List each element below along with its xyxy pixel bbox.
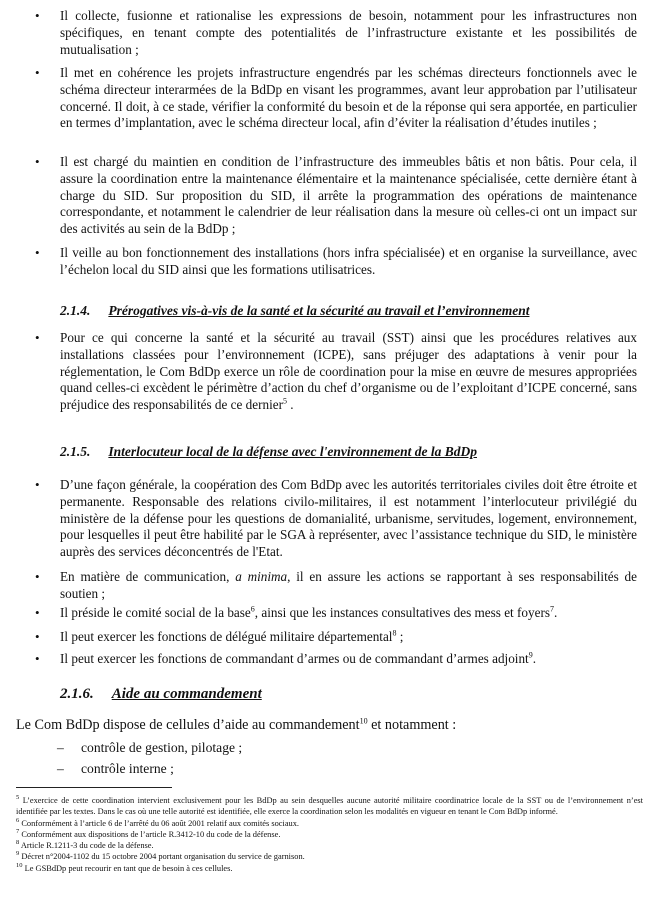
bullet-dot-icon: • [35, 651, 40, 666]
footnote: $^7$ Conformément aux dispositions de l’article R.3412-10 du code de la défense. [16, 828, 281, 839]
section-heading-2-1-5 [60, 444, 477, 460]
footnote-ref: 8 [392, 628, 397, 638]
list-item [35, 569, 638, 603]
section-heading-2-1-4 [60, 303, 529, 319]
bullet-text: Il préside le comité social de la base$^6$, ainsi que les instances consultatives des mess et foyers$^7$. [60, 604, 558, 620]
list-item [35, 8, 637, 58]
footnote: $^9$ Décret n°2004-1102 du 15 octobre 2004 portant organisation du service de garnison. [16, 850, 305, 862]
bullet-text: D’une façon générale, la coopération des Com BdDp avec les autorités territoriales civiles doit être étroite et permanente. Responsable des relations civilo-militaires, il est notamment l’interlocuteur privilégié du ministère de la défense pour les questions de domanialité, urbanisme, servitudes, logement, environnement, pour lesquelles il peut être habilité par le SGA à représenter, avec l’assistance technique du SID, le ministère auprès des services déconcentrés de l'Etat. [60, 477, 637, 560]
bullet-dot-icon: • [35, 65, 40, 80]
bullet-text: Il peut exercer les fonctions de délégué militaire départemental$^8$ ; [60, 628, 404, 644]
section-number: 2.1.6. [60, 686, 94, 702]
list-item: – contrôle interne ; [57, 761, 174, 776]
footnote: $^5$ L’exercice de cette coordination intervient exclusivement pour les BdDp au sein desquelles aucune autorité militaire coordinatrice locale de la SST ou de l’environnement n’est identifiée par les textes. Dans le cas où une telle autorité est identifiée, elle exerce la coordination selon les modalités en vigueur en tenant le Com BdDp informé. [16, 794, 643, 817]
section-number: 2.1.5. [60, 444, 91, 459]
dash-icon: – [57, 740, 64, 755]
bullet-dot-icon: • [35, 629, 40, 644]
list-item [35, 65, 637, 132]
bullet-dot-icon: • [35, 569, 40, 584]
section-title: Interlocuteur local de la défense avec l'environnement de la BdDp [108, 444, 477, 459]
bullet-text: Il met en cohérence les projets infrastructure engendrés par les schémas directeurs fonctionnels avec le schéma directeur interarmées de la BdDp en visant les programmes, avant leur approbation par l’utilisateur concerné. Il doit, à ce stade, vérifier la conformité du besoin et de la réponse qui sera apportée, en particulier en termes d’implantation, avec le schéma directeur local, afin d’éviter la réalisation d’études inutiles ; [60, 65, 637, 131]
bullet-text: En matière de communication, a minima, il en assure les actions se rapportant à ses responsabilités de soutien ; [60, 569, 638, 601]
section-title: Aide au commandement [111, 686, 262, 702]
bullet-text: Il est chargé du maintien en condition de l’infrastructure des immeubles bâtis et non bâtis. Pour cela, il assure la coordination entre la maintenance élémentaire et la maintenance spécialisée, cette dernière étant à charge du SID. Sur proposition du SID, il arrête la programmation des opérations de maintenance correspondante, et notamment le calendrier de leur réalisation dans la mesure où celles-ci ont un impact sur des activités au sein de la BdDp ; [60, 154, 637, 237]
section-title: Prérogatives vis-à-vis de la santé et la sécurité au travail et l’environnement [108, 303, 530, 318]
footnote-ref: 9 [528, 650, 533, 660]
bullet-text: Pour ce qui concerne la santé et la sécurité au travail (SST) ainsi que les procédures relatives aux installations classées pour l’environnement (ICPE), sans préjuger des adaptations à venir pour la réglementation, le Com BdDp exerce un rôle de coordination pour la mise en œuvre de mesures appropriées quand celles-ci excèdent le périmètre d’action du chef d’organisme ou de l’exploitant d’ICPE concerné, sans préjudice des responsabilités de ce dernier$^5$ . [60, 330, 637, 413]
footnote: $^6$ Conformément à l’article 6 de l’arrêté du 06 août 2001 relatif aux comités sociaux. [16, 816, 300, 828]
bullet-dot-icon: • [35, 605, 40, 620]
list-item [35, 604, 637, 622]
footnote: $^8$ Article R.1211-3 du code de la défense. [16, 839, 154, 851]
bullet-dot-icon: • [35, 8, 40, 23]
list-item [35, 245, 637, 279]
bullet-dot-icon: • [35, 245, 40, 260]
bullet-text: Il veille au bon fonctionnement des installations (hors infra spécialisée) et en organise la surveillance, avec l’échelon local du SID ainsi que les formations utilisatrices. [60, 245, 637, 277]
list-item [35, 628, 637, 646]
bullet-dot-icon: • [35, 477, 40, 492]
bullet-text: Il peut exercer les fonctions de commandant d’armes ou de commandant d’armes adjoint$^9$. [60, 650, 537, 666]
footnote-ref: 10 [359, 716, 368, 726]
footnote-ref: 5 [283, 396, 287, 406]
bullet-dot-icon: • [35, 154, 40, 169]
list-item [35, 330, 637, 414]
section-intro: Le Com BdDp dispose de cellules d’aide au commandement$^{10}$ et notamment : [16, 716, 457, 733]
footnote-ref: 7 [549, 604, 554, 614]
list-item [35, 650, 637, 668]
footnote-separator [16, 787, 172, 788]
list-item [35, 154, 637, 238]
bullet-text: Il collecte, fusionne et rationalise les expressions de besoin, notamment pour les infrastructures non spécifiques, en tenant compte des potentialités de l’infrastructure existante et les possibilités de mutualisation ; [60, 8, 637, 57]
section-number: 2.1.4. [60, 303, 91, 318]
section-heading-2-1-6 [60, 686, 262, 703]
footnote: $^{10}$ Le GSBdDp peut recourir en tant que de besoin à ces cellules. [16, 861, 233, 873]
list-item: – contrôle de gestion, pilotage ; [57, 740, 243, 755]
dash-icon: – [57, 761, 64, 776]
footnotes [16, 795, 643, 874]
footnote-ref: 6 [250, 604, 255, 614]
list-item [35, 477, 637, 561]
bullet-dot-icon: • [35, 330, 40, 345]
